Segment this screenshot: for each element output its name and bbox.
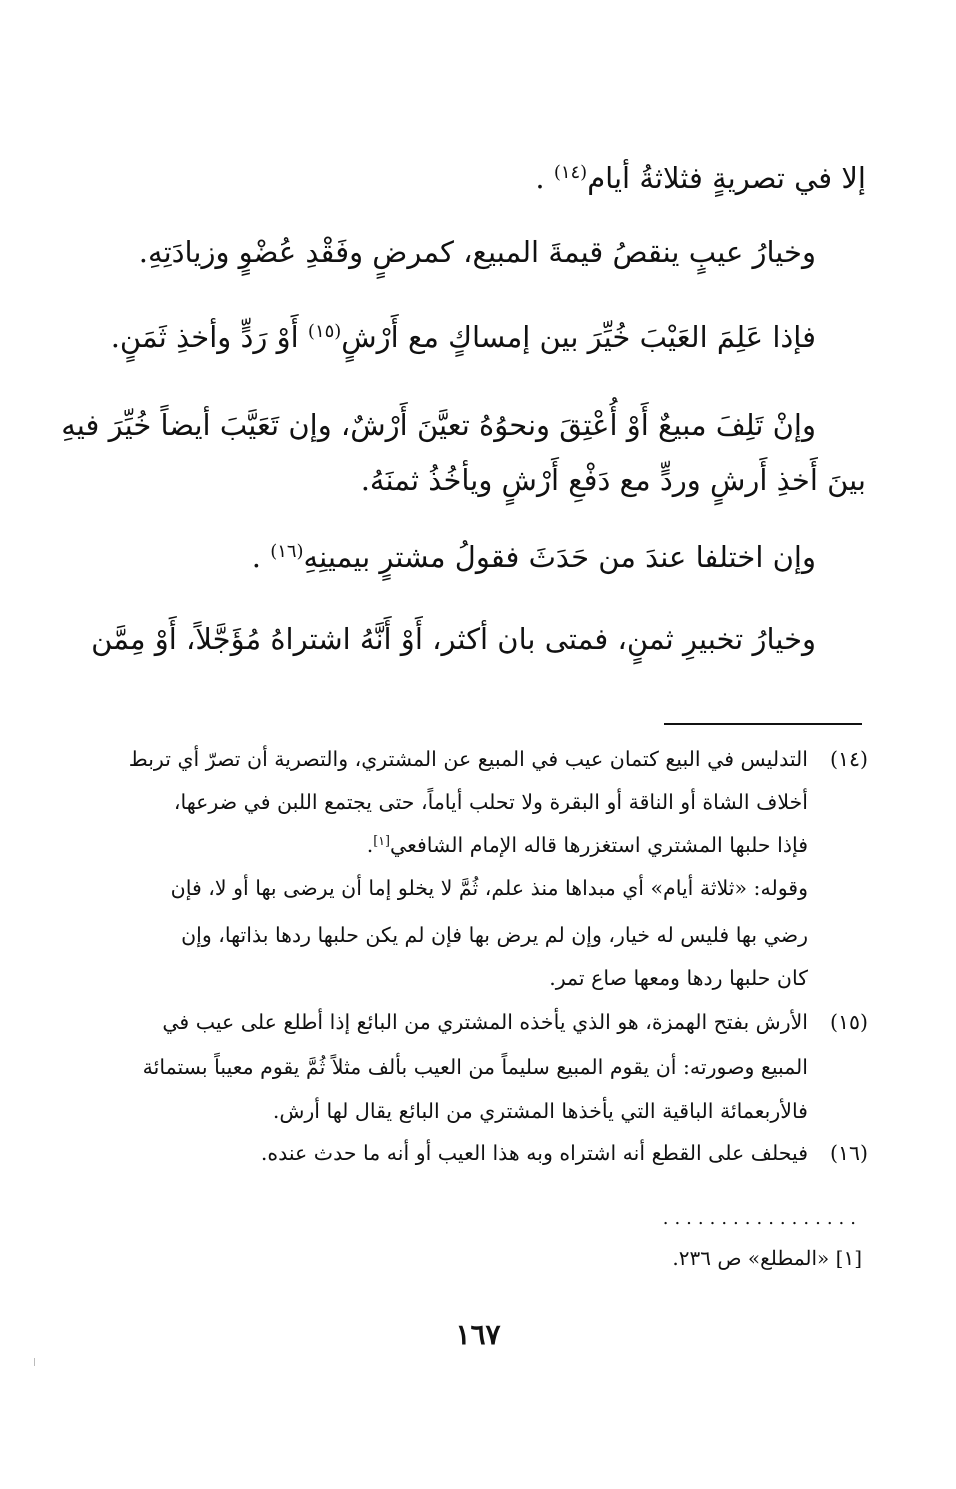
- footnote-15-line-2: المبيع وصورته: أن يقوم المبيع سليماً من العيب بألف مثلاً ثُمَّ يقوم معيباً بستمائة: [142, 1055, 808, 1079]
- footnote-number-16: (١٦): [829, 1141, 868, 1165]
- footnote-15-line-1: الأرش بفتح الهمزة، هو الذي يأخذه المشتري من البائع إذا أطلع على عيب في: [162, 1010, 808, 1034]
- main-line-6: وإن اختلفا عندَ من حَدَثَ فقولُ مشترٍ بيمينِهِ$^{(١٦)}$ .: [251, 540, 816, 574]
- main-line-7: وخيارُ تخبيرِ ثمنٍ، فمتى بان أكثر، أَوْ أَنَّهُ اشتراهُ مُؤَجَّلاً، أَوْ مِمَّن: [91, 622, 816, 656]
- footnote-15-line-3: فالأربعمائة الباقية التي يأخذها المشتري من البائع يقال لها أرش.: [272, 1099, 808, 1123]
- footnote-14-line-5: رضي بها فليس له خيار، وإن لم يرض بها فإن لم يكن حلبها ردها بذاتها، وإن: [181, 923, 808, 947]
- footnote-number-14: (١٤): [829, 747, 868, 771]
- footnote-16-line-1: فيحلف على القطع أنه اشتراه وبه هذا العيب أو أنه ما حدث عنده.: [260, 1141, 808, 1165]
- footnote-separator: [664, 723, 862, 725]
- main-line-1: إلا في تصريةٍ فثلاثةُ أيام$^{(١٤)}$ .: [535, 161, 866, 195]
- source-ref-1[interactable]: [١]: [373, 833, 390, 849]
- footnote-14-line-1: التدليس في البيع كتمان عيب في المبيع عن المشتري، والتصرية أن تصرّ أي تربط: [128, 747, 808, 771]
- footnote-14-line-2: أخلاف الشاة أو الناقة أو البقرة ولا تحلب أياماً، حتى يجتمع اللبن في ضرعها،: [173, 790, 808, 814]
- footnote-14-line-3: فإذا حلبها المشتري استغزرها قاله الإمام الشافعي[١].: [366, 833, 808, 857]
- footnote-14-line-4: وقوله: «ثلاثة أيام» أي مبداها منذ علم، ثُمَّ لا يخلو إما أن يرضى بها أو لا، فإن: [170, 876, 808, 900]
- scan-mark: [34, 1358, 35, 1366]
- main-line-5: بينَ أَخذِ أَرشٍ وردٍّ مع دَفْعِ أَرْشٍ ويأخُذُ ثمنَهُ.: [360, 463, 866, 497]
- footnote-ref-15[interactable]: (١٥): [307, 321, 342, 343]
- main-line-4: وإنْ تَلِفَ مبيعٌ أَوْ أُعْتِقَ ونحوُهُ تعيَّنَ أَرْشٌ، وإن تَعَيَّبَ أيضاً خُيِّرَ فيهِ: [61, 408, 816, 442]
- main-line-2: وخيارُ عيبٍ ينقصُ قيمةَ المبيع، كمرضٍ وفَقْدِ عُضْوٍ وزيادَتِهِ.: [138, 235, 816, 269]
- source-note: [١] «المطلع» ص ٢٣٦.: [672, 1246, 862, 1270]
- footnote-ref-14[interactable]: (١٤): [553, 162, 588, 184]
- source-separator-dots: .................: [662, 1208, 862, 1229]
- footnote-ref-16[interactable]: (١٦): [270, 541, 304, 563]
- footnote-14-line-6: كان حلبها ردها ومعها صاع تمر.: [549, 966, 808, 990]
- page-number: ١٦٧: [455, 1318, 501, 1351]
- main-line-3: فإذا عَلِمَ العَيْبَ خُيِّرَ بين إمساكٍ مع أَرْشٍ$^{(١٥)}$ أَوْ رَدٍّ وأخذِ ثَمَنٍ.: [110, 320, 816, 354]
- footnote-number-15: (١٥): [829, 1010, 868, 1034]
